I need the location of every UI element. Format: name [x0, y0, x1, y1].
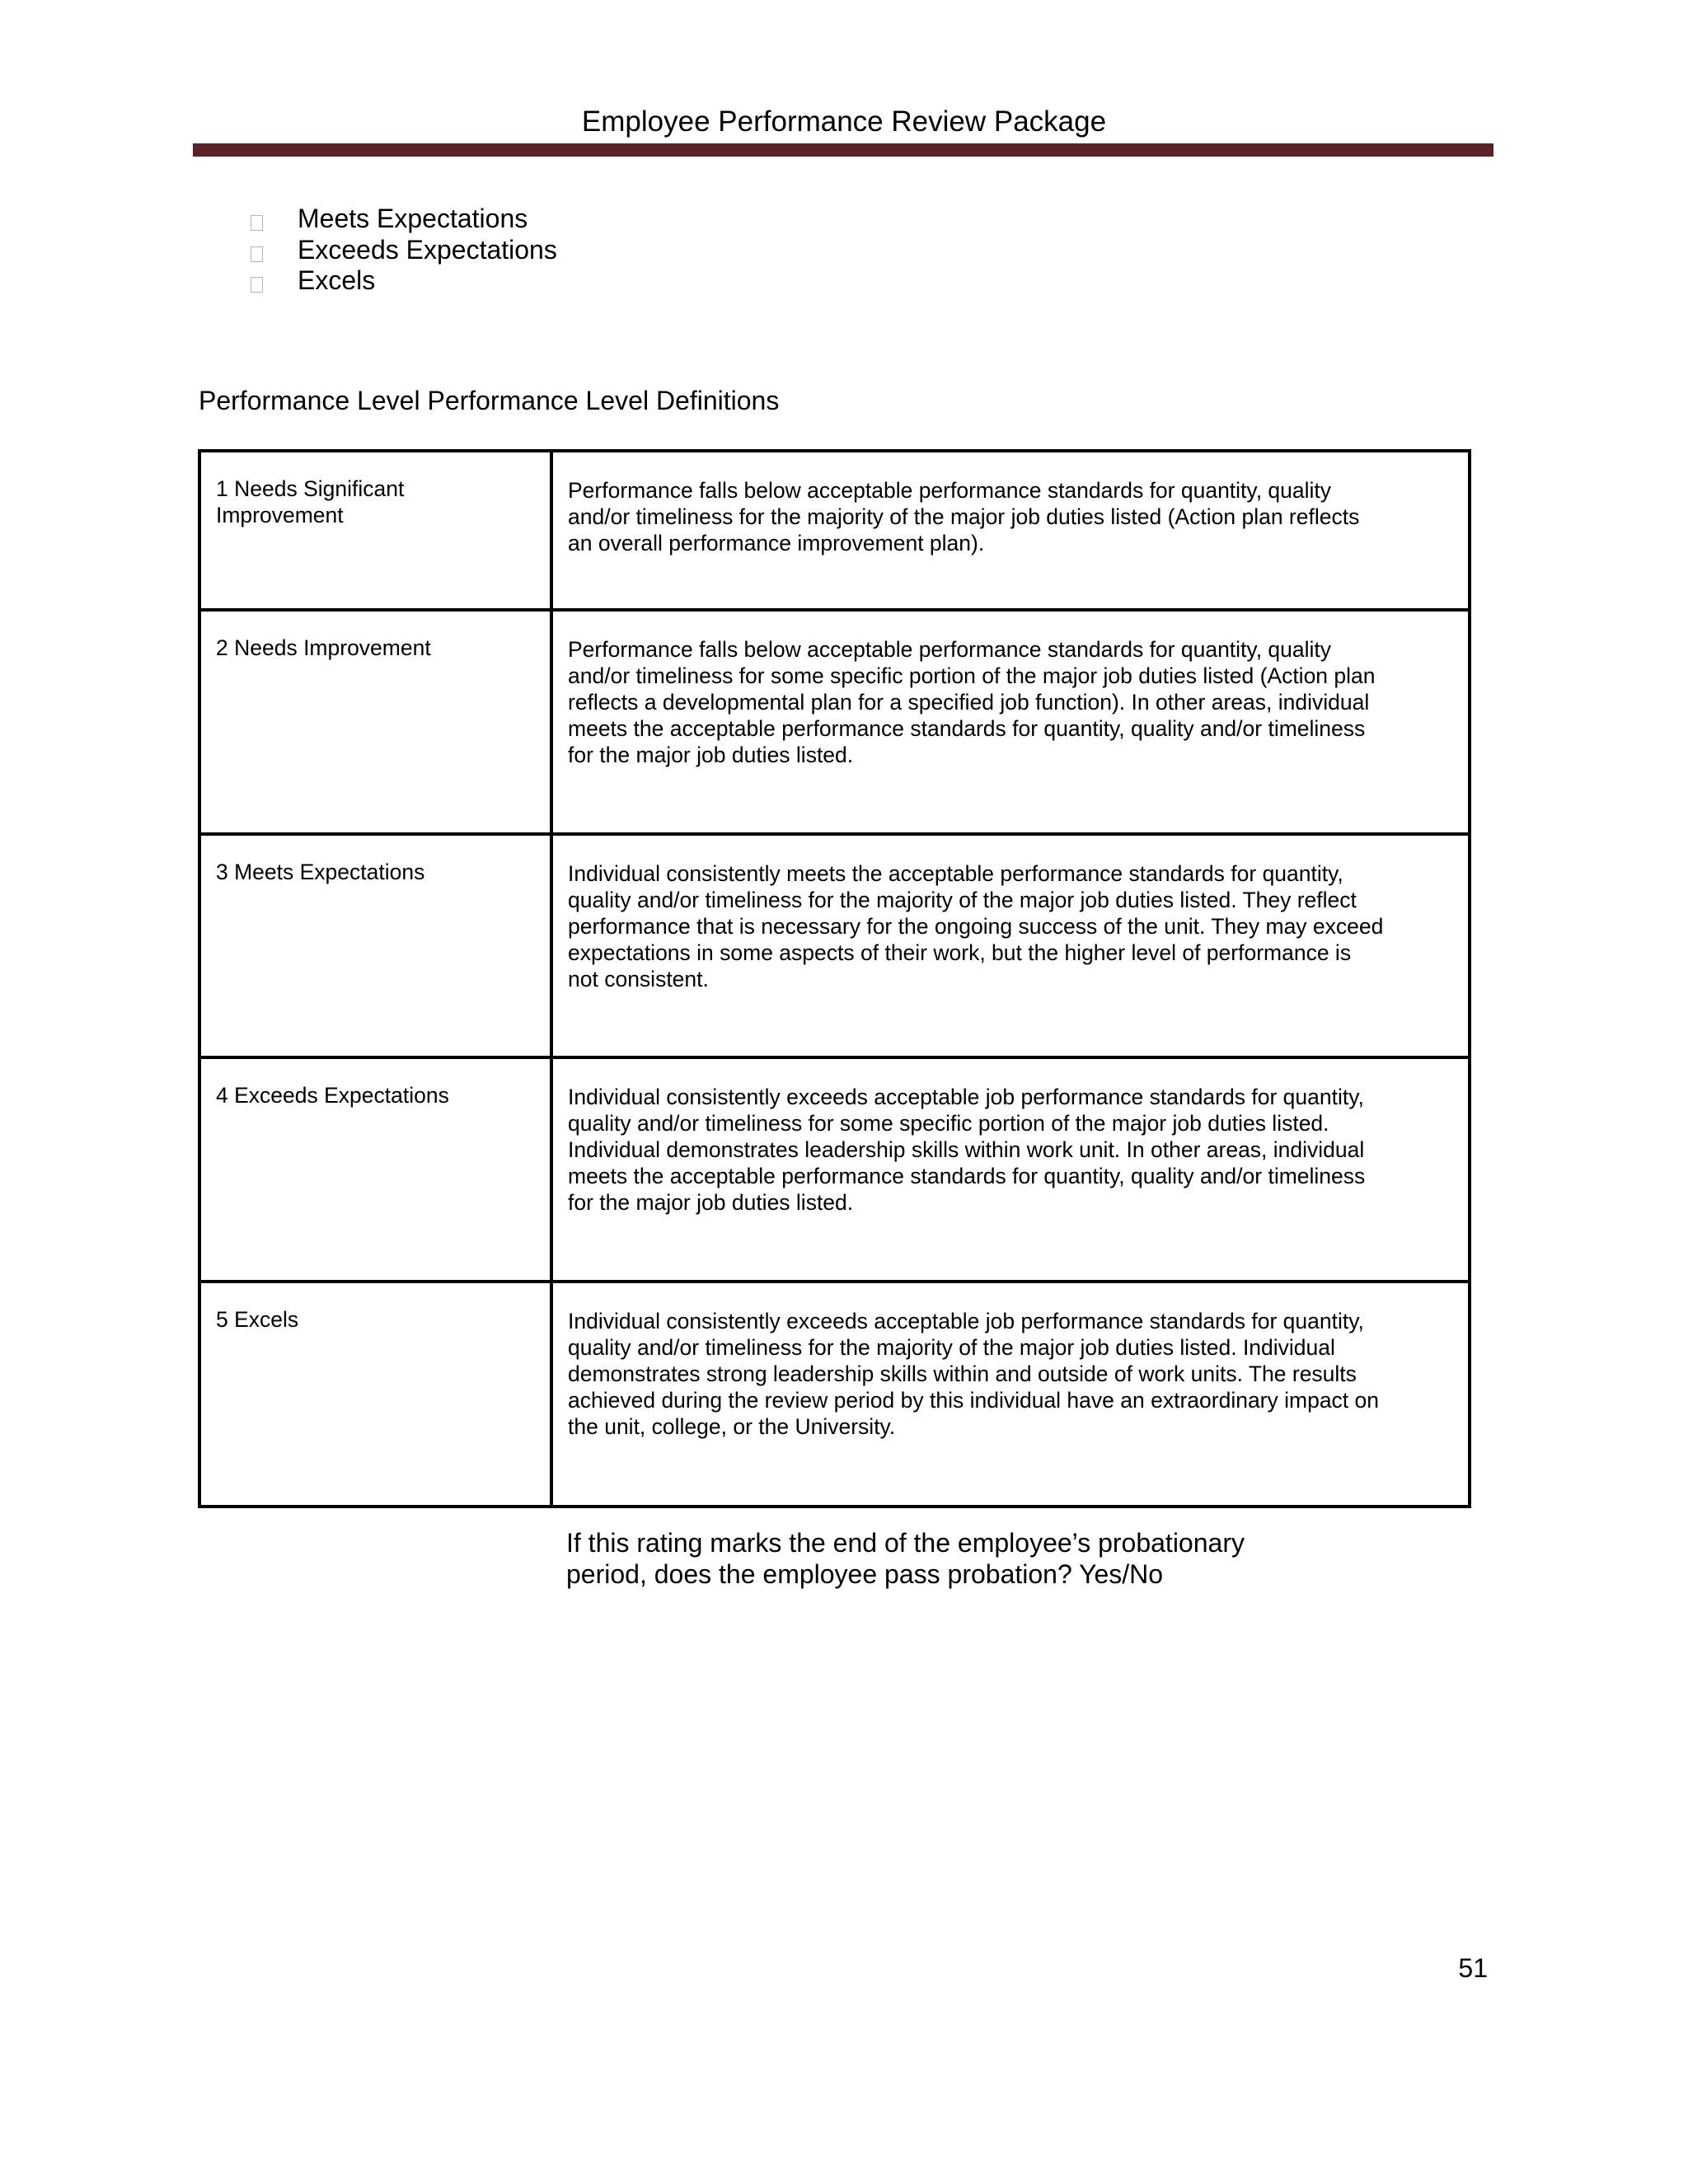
performance-level-cell: 5 Excels — [199, 1282, 551, 1507]
section-title: Performance Level Performance Level Definitions — [199, 386, 780, 415]
probation-question: If this rating marks the end of the employee’s probationary period, does the employee pass probation? Yes/No — [566, 1528, 1245, 1589]
rating-option-exceeds-expectations[interactable] — [247, 235, 557, 266]
table-row — [199, 834, 1470, 1057]
performance-level-cell: 3 Meets Expectations — [199, 834, 551, 1057]
performance-definition-cell: Performance falls below acceptable performance standards for quantity, quality and/or timeliness for some specific portion of the major job duties listed (Action plan reflects a developmental plan for a specified job function). In other areas, individual meets the acceptable performance standards for quantity, quality and/or timeliness for the major job duties listed. — [551, 610, 1470, 834]
checkbox-icon[interactable] — [251, 246, 263, 262]
performance-level-cell: 2 Needs Improvement — [199, 610, 551, 834]
table-row — [199, 1057, 1470, 1282]
header-rule — [193, 143, 1493, 157]
performance-definition-cell: Individual consistently exceeds acceptable job performance standards for quantity, quality and/or timeliness for the majority of the major job duties listed. Individual demonstrates strong leadership skills within and outside of work units. The results achieved during the review period by this individual have an extraordinary impact on the unit, college, or the University. — [551, 1282, 1470, 1507]
rating-option-excels[interactable] — [247, 265, 557, 297]
rating-option-meets-expectations[interactable] — [247, 204, 557, 235]
table-row — [199, 451, 1470, 610]
performance-definitions-table — [198, 449, 1471, 1508]
performance-level-cell: 4 Exceeds Expectations — [199, 1057, 551, 1282]
page-header-title: Employee Performance Review Package — [581, 105, 1107, 138]
rating-option-label: Exceeds Expectations — [298, 234, 557, 265]
table-row — [199, 1282, 1470, 1507]
performance-definition-cell: Performance falls below acceptable performance standards for quantity, quality and/or timeliness for the majority of the major job duties listed (Action plan reflects an overall performance improvement plan). — [551, 451, 1470, 610]
performance-definition-cell: Individual consistently exceeds acceptable job performance standards for quantity, quality and/or timeliness for some specific portion of the major job duties listed. Individual demonstrates leadership skills within work unit. In other areas, individual meets the acceptable performance standards for quantity, quality and/or timeliness for the major job duties listed. — [551, 1057, 1470, 1282]
performance-definition-cell: Individual consistently meets the acceptable performance standards for quantity, quality and/or timeliness for the majority of the major job duties listed. They reflect performance that is necessary for the ongoing success of the unit. They may exceed expectations in some aspects of their work, but the higher level of performance is not consistent. — [551, 834, 1470, 1057]
rating-option-label: Excels — [298, 265, 376, 296]
checkbox-icon[interactable] — [251, 277, 263, 293]
rating-options-list — [247, 204, 557, 297]
performance-level-cell: 1 Needs Significant Improvement — [199, 451, 551, 610]
rating-option-label: Meets Expectations — [298, 204, 528, 234]
page-number: 51 — [1458, 1953, 1488, 1983]
table-row — [199, 610, 1470, 834]
checkbox-icon[interactable] — [251, 215, 263, 231]
